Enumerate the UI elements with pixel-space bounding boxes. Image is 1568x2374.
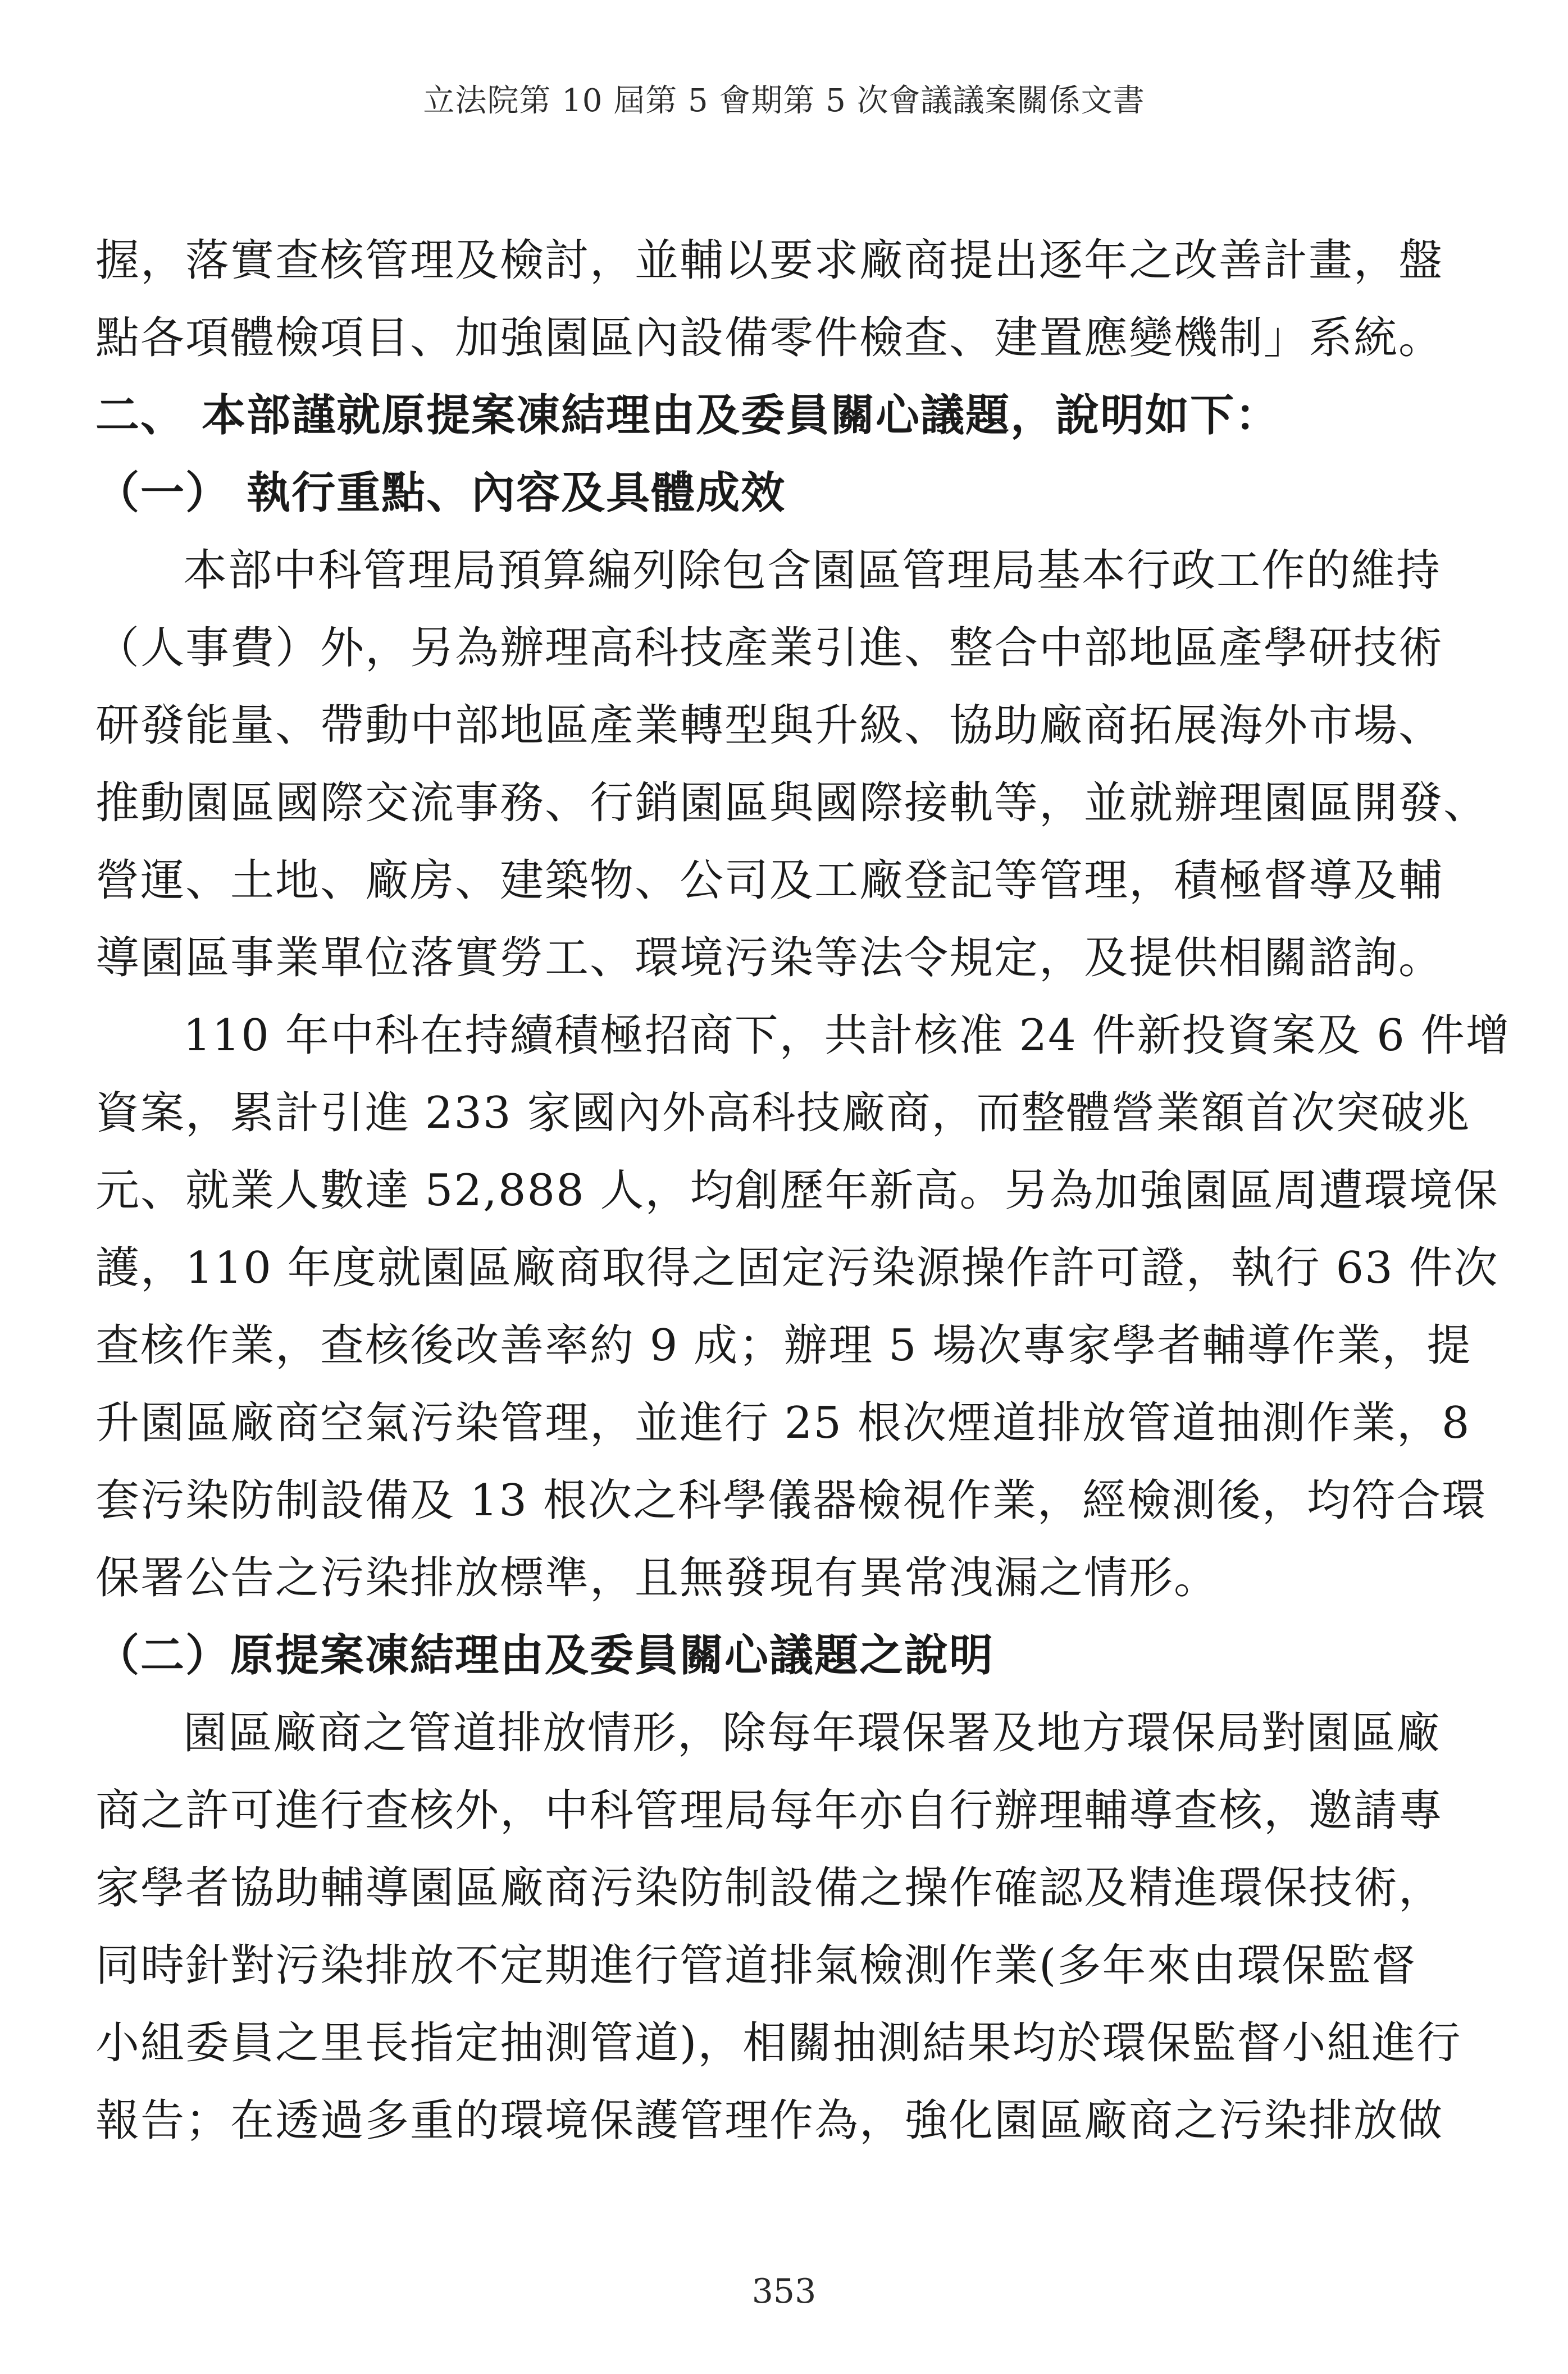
text-line: 點各項體檢項目、加強園區內設備零件檢查、建置應變機制」系統。	[95, 313, 1444, 363]
text-line: 家學者協助輔導園區廠商污染防制設備之操作確認及精進環保技術，	[95, 1863, 1444, 1913]
text-line: 導園區事業單位落實勞工、環境污染等法令規定，及提供相關諮詢。	[95, 933, 1444, 983]
text-line: 元、就業人數達 52,888 人，均創歷年新高。另為加強園區周遭環境保	[95, 1165, 1499, 1216]
paragraph-start: 本部中科管理局預算編列除包含園區管理局基本行政工作的維持	[183, 545, 1442, 596]
text-line: 同時針對污染排放不定期進行管道排氣檢測作業(多年來由環保監督	[95, 1940, 1417, 1991]
page-number: 353	[751, 2272, 817, 2311]
text-line: 套污染防制設備及 13 根次之科學儀器檢視作業，經檢測後，均符合環	[95, 1475, 1487, 1526]
text-line: 升園區廠商空氣污染管理，並進行 25 根次煙道排放管道抽測作業，8	[95, 1398, 1471, 1448]
text-line: 保署公告之污染排放標準，且無發現有異常洩漏之情形。	[95, 1553, 1219, 1603]
text-line: 研發能量、帶動中部地區產業轉型與升級、協助廠商拓展海外市場、	[95, 700, 1444, 751]
text-line: 查核作業，查核後改善率約 9 成；辦理 5 場次專家學者輔導作業，提	[95, 1320, 1472, 1371]
paragraph-start: 園區廠商之管道排放情形，除每年環保署及地方環保局對園區廠	[183, 1708, 1442, 1758]
text-line: 報告；在透過多重的環境保護管理作為，強化園區廠商之污染排放做	[95, 2095, 1444, 2146]
text-line: 推動園區國際交流事務、行銷園區與國際接軌等，並就辦理園區開發、	[95, 778, 1489, 828]
text-line: 資案，累計引進 233 家國內外高科技廠商，而整體營業額首次突破兆	[95, 1088, 1471, 1138]
text-line: 護，110 年度就園區廠商取得之固定污染源操作許可證，執行 63 件次	[95, 1243, 1499, 1293]
document-body	[95, 222, 1511, 2159]
section-heading-2: 二、 本部謹就原提案凍結理由及委員關心議題，說明如下：	[95, 390, 1280, 441]
text-line: 營運、土地、廠房、建築物、公司及工廠登記等管理，積極督導及輔	[95, 855, 1444, 906]
document-header: 立法院第 10 屆第 5 會期第 5 次會議議案關係文書	[423, 83, 1145, 119]
text-line: 商之許可進行查核外，中科管理局每年亦自行辦理輔導查核，邀請專	[95, 1785, 1444, 1836]
text-line: （人事費）外，另為辦理高科技產業引進、整合中部地區產學研技術	[95, 623, 1444, 673]
subsection-heading-2: （二）原提案凍結理由及委員關心議題之說明	[95, 1630, 995, 1681]
text-line: 小組委員之里長指定抽測管道)，相關抽測結果均於環保監督小組進行	[95, 2018, 1462, 2068]
paragraph-start: 110 年中科在持續積極招商下，共計核准 24 件新投資案及 6 件增	[183, 1010, 1511, 1061]
subsection-heading-1: （一） 執行重點、內容及具體成效	[95, 468, 786, 518]
text-line: 握，落實查核管理及檢討，並輔以要求廠商提出逐年之改善計畫，盤	[95, 235, 1444, 286]
